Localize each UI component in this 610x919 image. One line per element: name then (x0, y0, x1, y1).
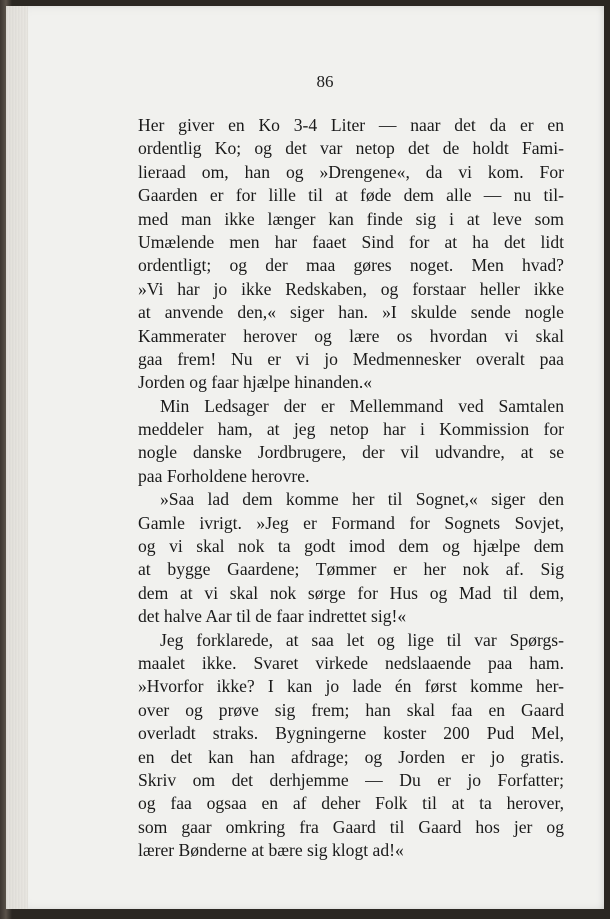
text-line: maalet ikke. Svaret virkede nedslaaende paa ham. (138, 652, 564, 673)
text-line: som gaar omkring fra Gaard til Gaard hos jer og (138, 816, 564, 837)
text-line: det halve Aar til de faar indrettet sig!« (138, 606, 407, 627)
text-line: Jorden og faar hjælpe hinanden.« (138, 372, 373, 393)
text-line: Jeg forklarede, at saa let og lige til var Spørgs- (160, 629, 564, 650)
text-line: meddeler ham, at jeg netop har i Kommission for (138, 419, 564, 440)
text-line: Umælende men har faaet Sind for at ha det lidt (138, 231, 564, 252)
text-line: lieraad om, han og »Drengene«, da vi kom. For (138, 161, 564, 182)
text-line: at anvende den,« siger han. »I skulde sende nogle (138, 302, 564, 323)
text-line: med man ikke længer kan finde sig i at leve som (138, 208, 564, 229)
text-line: en det kan han afdrage; og Jorden er jo gratis. (138, 746, 564, 767)
text-line: Her giver en Ko 3-4 Liter — naar det da er en (138, 115, 564, 135)
text-line: Gaarden er for lille til at føde dem alle — nu til- (138, 185, 564, 206)
text-line: overladt straks. Bygningerne koster 200 Pud Mel, (138, 723, 564, 744)
text-line: Skriv om det derhjemme — Du er jo Forfatter; (138, 769, 564, 790)
text-line: lærer Bønderne at bære sig klogt ad!« (138, 840, 404, 861)
text-line: at bygge Gaardene; Tømmer er her nok af. Sig (138, 559, 564, 580)
text-line: Gamle ivrigt. »Jeg er Formand for Sognets Sovjet, (138, 512, 564, 533)
text-line: og faa ogsaa en af deher Folk til at ta herover, (138, 793, 564, 814)
text-line: ordentligt; og der maa gøres noget. Men hvad? (138, 255, 564, 276)
body-text (138, 114, 564, 863)
text-line: »Vi har jo ikke Redskaben, og forstaar heller ikke (138, 278, 564, 299)
text-line: gaa frem! Nu er vi jo Medmennesker overalt paa (138, 348, 564, 369)
text-line: og vi skal nok ta godt imod dem og hjælpe dem (138, 536, 564, 557)
text-line: paa Forholdene herovre. (138, 465, 310, 486)
text-line: »Saa lad dem komme her til Sognet,« siger den (160, 489, 564, 510)
text-line: »Hvorfor ikke? I kan jo lade én først komme her- (138, 676, 564, 697)
page-gutter (6, 6, 28, 909)
page-number: 86 (316, 72, 334, 91)
text-line: Kammerater herover og lære os hvordan vi skal (138, 325, 564, 346)
text-line: over og prøve sig frem; han skal faa en Gaard (138, 699, 564, 720)
text-line: nogle danske Jordbrugere, der vil udvandre, at se (138, 442, 564, 463)
text-line: ordentlig Ko; og det var netop det de holdt Fami- (138, 138, 564, 159)
text-line: dem at vi skal nok sørge for Hus og Mad til dem, (138, 582, 564, 603)
text-line: Min Ledsager der er Mellemmand ved Samtalen (160, 395, 564, 416)
